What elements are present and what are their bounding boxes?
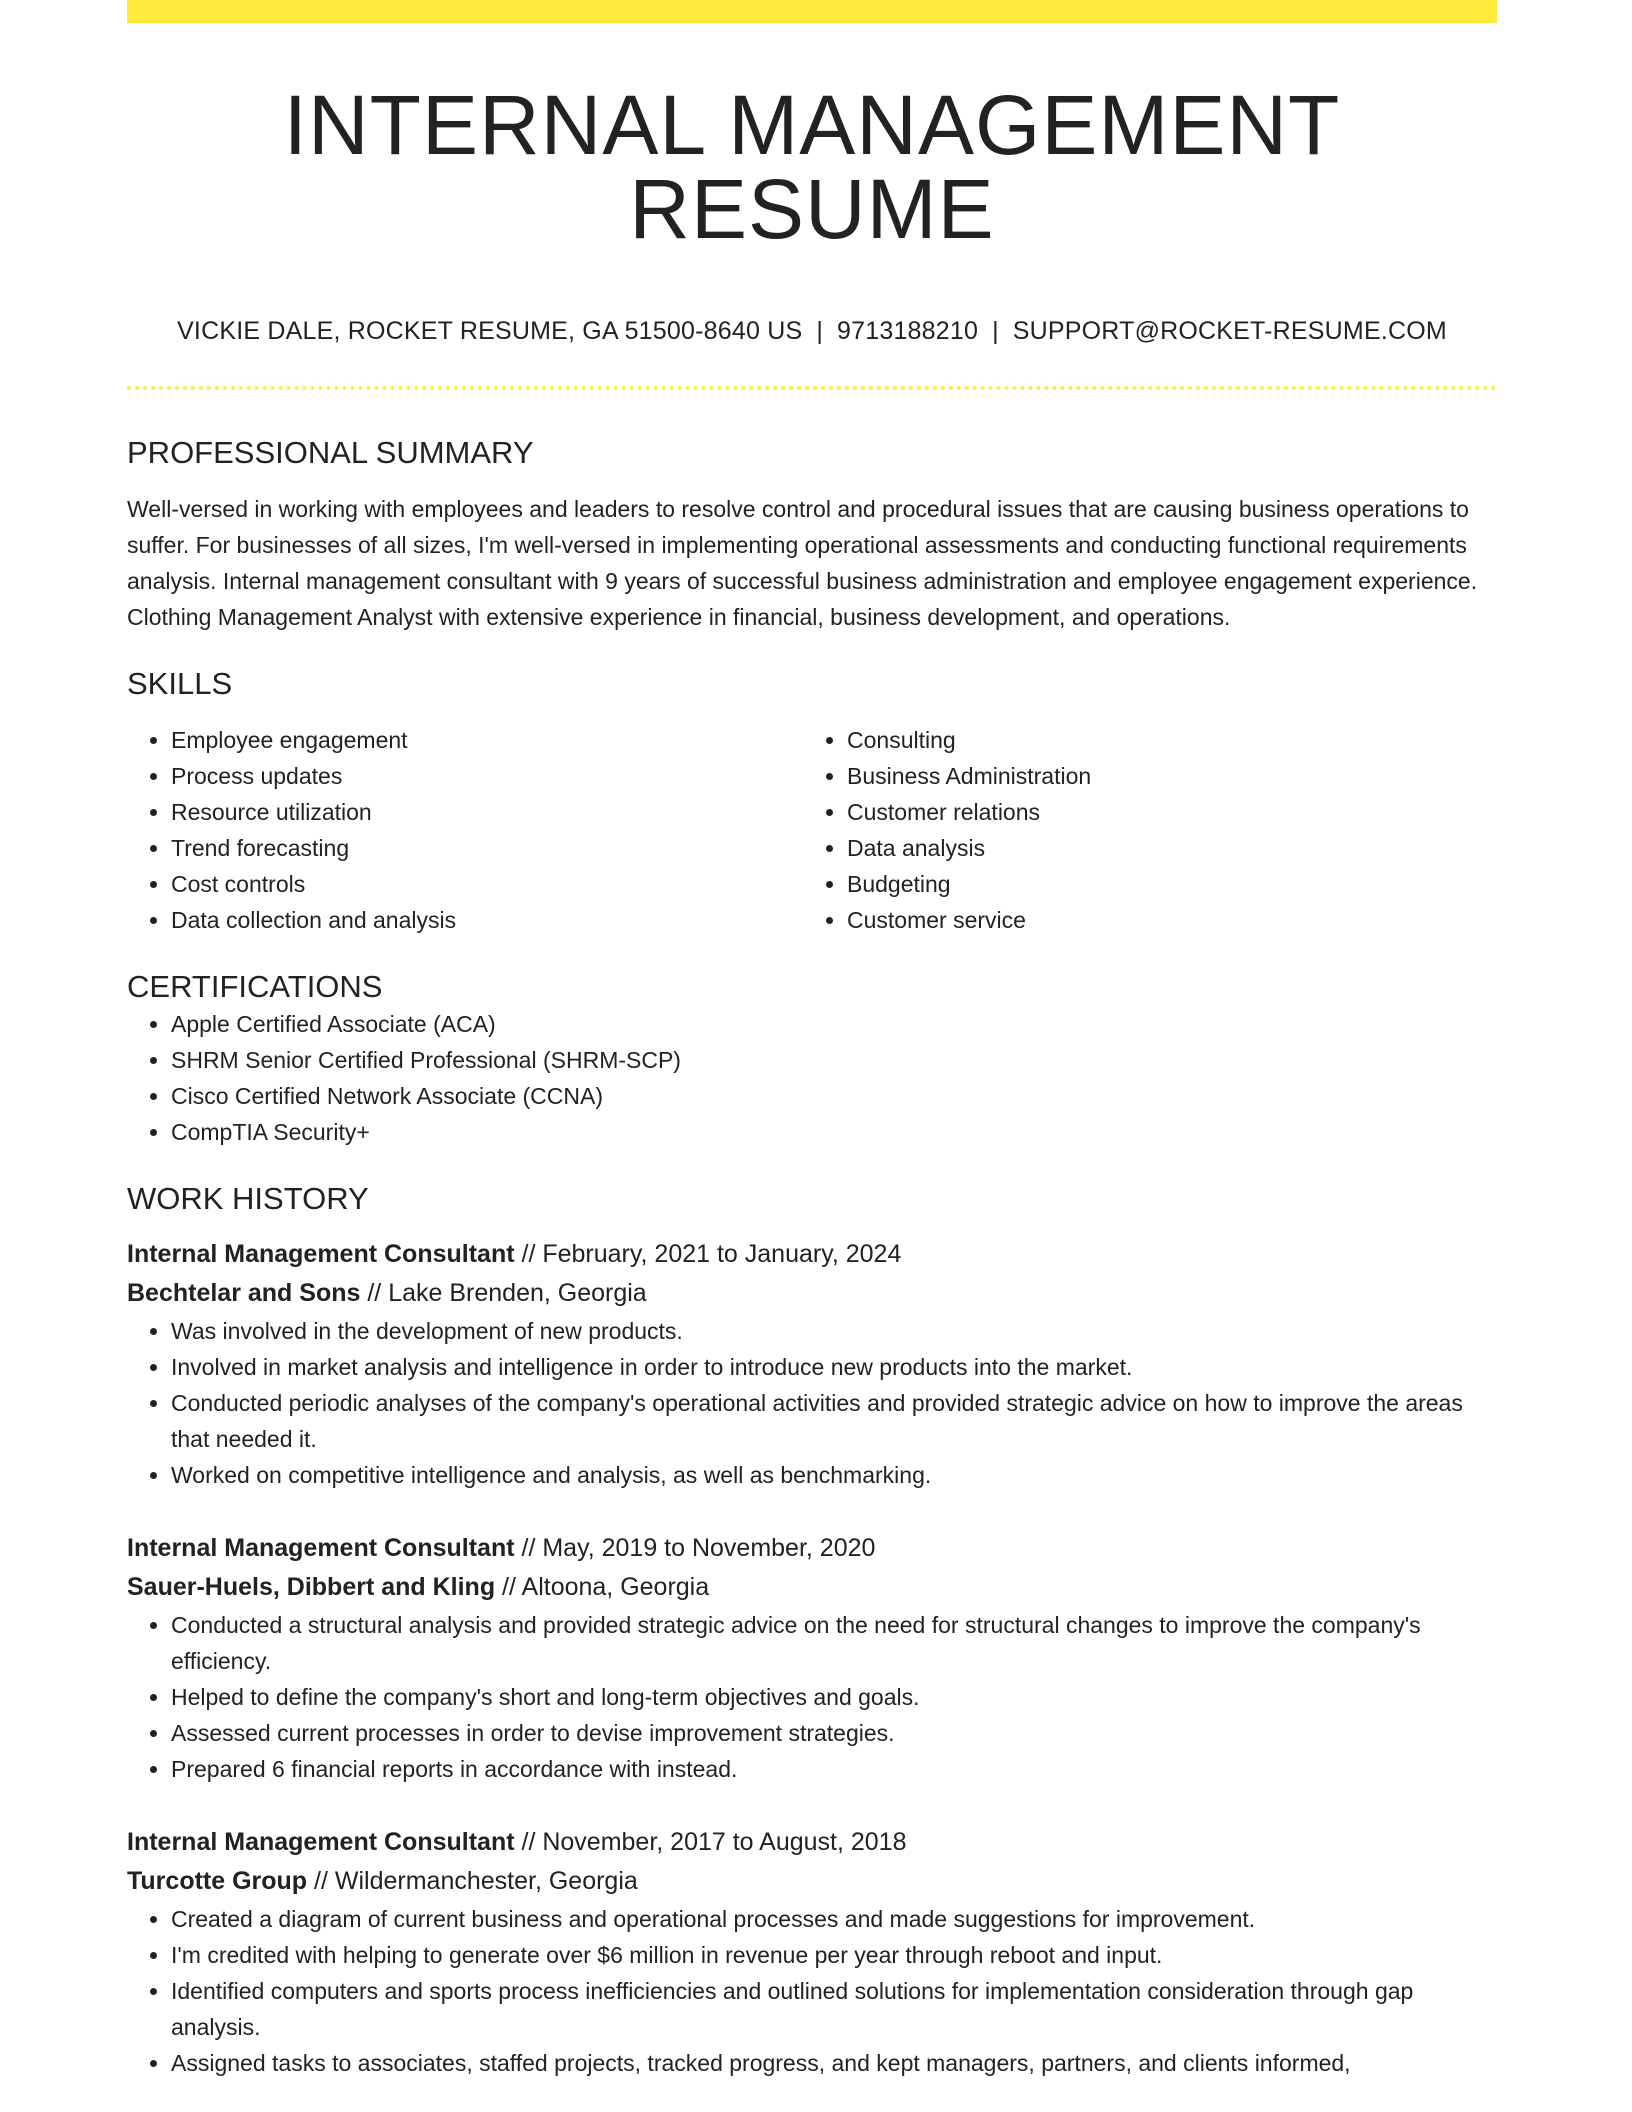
job-bullets [127, 1313, 1497, 1493]
job-title: Internal Management Consultant [127, 1533, 515, 1562]
job-company-line [127, 1862, 1497, 1901]
job-bullet: • Identified computers and sports process inefficiencies and outlined solutions for implementation consideration through gap analysis. [171, 1973, 1497, 2045]
job-separator: // [307, 1866, 335, 1895]
contact-separator: | [816, 317, 824, 345]
contact-email: SUPPORT@ROCKET-RESUME.COM [1012, 317, 1447, 345]
skill-item: • Employee engagement [171, 722, 803, 758]
job-bullet: • Prepared 6 financial reports in accordance with instead. [171, 1751, 1497, 1787]
skills-column-left [127, 722, 803, 938]
job-bullet: • Assessed current processes in order to devise improvement strategies. [171, 1715, 1497, 1751]
job-bullet: • Assigned tasks to associates, staffed projects, tracked progress, and kept managers, partners, and clients informed, [171, 2045, 1497, 2081]
skill-item: • Data analysis [847, 830, 1479, 866]
skill-item: • Customer service [847, 902, 1479, 938]
job-title: Internal Management Consultant [127, 1827, 515, 1856]
job-bullet: • Worked on competitive intelligence and analysis, as well as benchmarking. [171, 1457, 1497, 1493]
job-bullet: • Involved in market analysis and intelligence in order to introduce new products into the market. [171, 1349, 1497, 1385]
job-location: Lake Brenden, Georgia [388, 1278, 647, 1307]
contact-separator: | [992, 317, 999, 345]
skills-list-left [127, 722, 803, 938]
job-separator: // [514, 1533, 543, 1562]
contact-phone: 9713188210 [837, 317, 979, 345]
job-company: Bechtelar and Sons [127, 1278, 361, 1307]
job-bullet: • I'm credited with helping to generate over $6 million in revenue per year through reboot and input. [171, 1937, 1497, 1973]
job-company-line [127, 1568, 1497, 1607]
job-dates: February, 2021 to January, 2024 [542, 1239, 902, 1268]
job-entry [127, 1235, 1497, 1493]
skill-item: • Business Administration [847, 758, 1479, 794]
skill-item: • Data collection and analysis [171, 902, 803, 938]
skill-item: • Customer relations [847, 794, 1479, 830]
summary-heading: PROFESSIONAL SUMMARY [127, 435, 534, 470]
job-location: Altoona, Georgia [521, 1572, 710, 1601]
skill-item: • Resource utilization [171, 794, 803, 830]
job-bullet: • Conducted periodic analyses of the company's operational activities and provided strategic advice on how to improve the areas that needed it. [171, 1385, 1497, 1457]
job-dates: November, 2017 to August, 2018 [542, 1827, 907, 1856]
skill-item: • Budgeting [847, 866, 1479, 902]
summary-text: Well-versed in working with employees and leaders to resolve control and procedural issues that are causing business operations to suffer. For businesses of all sizes, I'm well-versed in implementing operational assessments and conducting functional requirements analysis. Internal management consultant with 9 years of successful business administration and employee engagement experience. Clothing Management Analyst with extensive experience in financial, business development, and operations. [127, 496, 1478, 631]
job-company-line [127, 1274, 1497, 1313]
certification-item: • SHRM Senior Certified Professional (SHRM-SCP) [171, 1042, 1497, 1078]
job-bullet: • Created a diagram of current business and operational processes and made suggestions for improvement. [171, 1901, 1497, 1937]
certification-item: • CompTIA Security+ [171, 1114, 1497, 1150]
job-separator: // [360, 1278, 389, 1307]
certification-item: • Cisco Certified Network Associate (CCNA) [171, 1078, 1497, 1114]
job-bullets [127, 1607, 1497, 1787]
job-title-line [127, 1823, 1497, 1862]
job-bullet: • Conducted a structural analysis and provided strategic advice on the need for structural changes to improve the company's efficiency. [171, 1607, 1497, 1679]
job-dates: May, 2019 to November, 2020 [542, 1533, 876, 1562]
header-divider [127, 386, 1497, 390]
contact-line [127, 317, 1497, 346]
skills-column-right [803, 722, 1479, 938]
job-bullet: • Helped to define the company's short and long-term objectives and goals. [171, 1679, 1497, 1715]
skill-item: • Process updates [171, 758, 803, 794]
work-history-heading: WORK HISTORY [127, 1180, 369, 1216]
certification-item: • Apple Certified Associate (ACA) [171, 1006, 1497, 1042]
skills-heading: SKILLS [127, 666, 233, 702]
job-title-line [127, 1235, 1497, 1274]
skills-list-right [803, 722, 1479, 938]
job-company: Turcotte Group [127, 1866, 308, 1895]
job-title-line [127, 1529, 1497, 1568]
job-company: Sauer-Huels, Dibbert and Kling [127, 1572, 496, 1601]
resume-page [127, 0, 1497, 2081]
certifications-heading: CERTIFICATIONS [127, 969, 383, 1005]
job-separator: // [514, 1827, 543, 1856]
skill-item: • Cost controls [171, 866, 803, 902]
top-accent-bar [127, 0, 1497, 23]
job-separator: // [514, 1239, 543, 1268]
job-separator: // [495, 1572, 522, 1601]
job-entry [127, 1529, 1497, 1787]
job-entry [127, 1823, 1497, 2081]
skills-grid [127, 722, 1497, 938]
job-location: Wildermanchester, Georgia [334, 1866, 638, 1895]
skill-item: • Trend forecasting [171, 830, 803, 866]
resume-title: INTERNAL MANAGEMENT RESUME [283, 78, 1341, 256]
job-bullets [127, 1901, 1497, 2081]
contact-address: VICKIE DALE, ROCKET RESUME, GA 51500-8640 US [177, 317, 803, 345]
certifications-list [127, 1006, 1497, 1150]
job-bullet: • Was involved in the development of new products. [171, 1313, 1497, 1349]
skill-item: • Consulting [847, 722, 1479, 758]
job-title: Internal Management Consultant [127, 1239, 515, 1268]
